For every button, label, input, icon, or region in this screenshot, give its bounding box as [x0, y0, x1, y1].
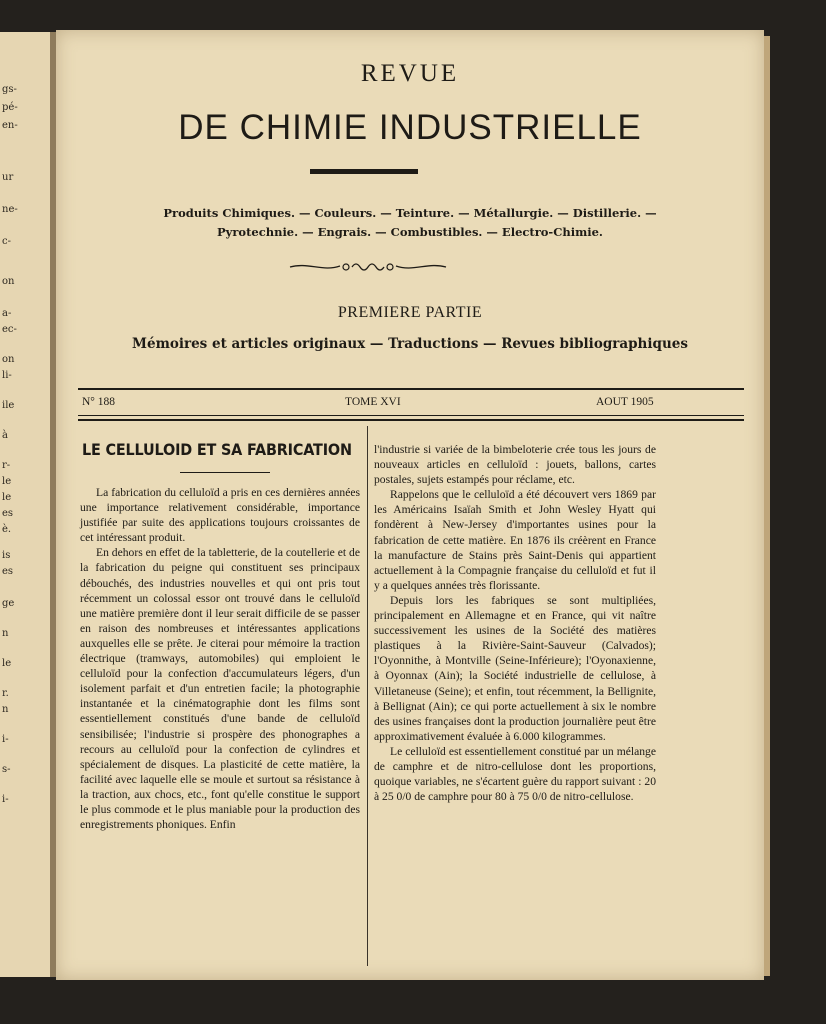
left-page-fragment: a-: [2, 308, 12, 319]
header-rule-bottom-thick: [78, 419, 744, 421]
journal-revue-heading: REVUE: [360, 60, 460, 87]
title-underline: [310, 169, 418, 174]
left-page-fragment: pé-: [2, 102, 18, 113]
left-page-edge: [0, 32, 52, 977]
categories-line-2: Pyrotechnie. — Engrais. — Combustibles. — Electro-Chimie.: [217, 225, 603, 239]
left-page-fragment: s-: [2, 764, 11, 775]
left-page-fragment: è.: [2, 524, 12, 535]
left-page-fragment: gs-: [2, 84, 17, 95]
left-page-fragment: on: [2, 354, 15, 365]
left-page-fragment: li-: [2, 370, 12, 381]
part-heading: PREMIERE PARTIE: [337, 304, 483, 321]
section-subtitle: Mémoires et articles originaux — Traductions — Revues bibliographiques: [132, 336, 688, 352]
left-page-fragment: à: [2, 430, 8, 441]
header-rule-bottom: [78, 415, 744, 416]
article-paragraph: La fabrication du celluloïd a pris en ces dernières années une importance relativement considérable, importance justifiée par suite des applications toujours croissantes de cet intéressant produit.: [80, 486, 360, 545]
left-page-fragment: ile: [2, 400, 15, 411]
left-page-fragment: es: [2, 508, 14, 519]
article-column-right: [374, 442, 656, 804]
left-page-fragment: n: [2, 628, 9, 639]
left-page-fragment: es: [2, 566, 14, 577]
left-page-fragment: le: [2, 492, 12, 503]
left-page-fragment: i-: [2, 794, 9, 805]
article-paragraph: En dehors en effet de la tabletterie, de la coutellerie et de la fabrication du peigne qui constituent ses principaux débouchés, des industries nouvelles et qui ont pris tout récemment un colossal essor ont trouvé dans le celluloïd une matière première dont il leur serait difficile de se passer en raison des nombreuses et intéressantes applications auxquelles elle se prête. Je citerai pour mémoire la traction électrique (tramways, automobiles) qui emploient le celluloïd pour la confection d'accumulateurs légers, d'un isolement parfait et d'un entretien facile; la photographie instantanée et la cinématographie dont les films sont essentiellement constitués d'une bande de celluloïd sensibilisée; l'industrie si prospère des phonographes a recours au celluloïd pour la confection de cylindres et spécialement de disques. La plasticité de cette matière, la facilité avec laquelle elle se moule et surtout sa résistance à la traction, aux chocs, etc., font qu'elle constitue le support le plus commode et le plus maniable pour la production des enregistrements phoniques. Enfin: [80, 546, 360, 832]
page-edge: [764, 36, 770, 976]
left-page-fragment: ec-: [2, 324, 17, 335]
issue-tome: TOME XVI: [345, 396, 401, 408]
article-title-rule: [180, 472, 270, 473]
article-paragraph: l'industrie si variée de la bimbeloterie crée tous les jours de nouveaux articles en celluloïd : jouets, ballons, cartes postales, sujets estampés pour réclame, etc.: [374, 443, 656, 487]
left-page-fragment: c-: [2, 236, 11, 247]
left-page-fragment: i-: [2, 734, 9, 745]
ornament-divider-icon: [288, 258, 448, 276]
left-page-fragment: ge: [2, 598, 15, 609]
left-page-fragment: n: [2, 704, 9, 715]
left-page-fragment: le: [2, 476, 12, 487]
article-paragraph: Rappelons que le celluloïd a été découvert vers 1869 par les Américains Isaïah Smith et John Wesley Hyatt qui fondèrent à New-Jersey d'importantes usines pour la fabrication de cette matière. En 1876 ils créèrent en France la manufacture de Stains près Saint-Denis qui appartient actuellement à la Compagnie française du celluloïd et fut il y a quelques années très florissante.: [374, 488, 656, 592]
left-page-fragment: le: [2, 658, 12, 669]
left-page-fragment: ur: [2, 172, 14, 183]
left-page-fragment: en-: [2, 120, 18, 131]
left-page-fragment: on: [2, 276, 15, 287]
categories-line-1: Produits Chimiques. — Couleurs. — Teinture. — Métallurgie. — Distillerie. —: [163, 206, 657, 220]
header-rule-top: [78, 388, 744, 390]
left-page-fragment: ne-: [2, 204, 18, 215]
left-page-fragment: r-: [2, 460, 11, 471]
article-column-left: [80, 485, 360, 832]
issue-number: N° 188: [82, 396, 116, 408]
issue-date: AOUT 1905: [596, 396, 654, 408]
journal-title: DE CHIMIE INDUSTRIELLE: [178, 108, 642, 147]
left-page-fragment: r.: [2, 688, 9, 699]
article-paragraph: Depuis lors les fabriques se sont multipliées, principalement en Allemagne et en France, qui vit naître successivement les usines de la Société des matières plastiques à la Rivière-Saint-Sauveur (Calvados); l'Oyonnithe, à Montville (Seine-Inférieure); l'Oyonaxienne, à Oyonnax (Ain); la Société industrielle de cellulose, à Villetaneuse (Seine); et enfin, tout récemment, la Bellignite, à Bellignat (Ain); ce qui porte actuellement à six le nombre des usines françaises dont la production journalière peut être approximativement évaluée à 6.000 kilogrammes.: [374, 593, 656, 743]
left-page-fragment: is: [2, 550, 11, 561]
article-paragraph: Le celluloïd est essentiellement constitué par un mélange de camphre et de nitro-cellulose dont les proportions, quoique variables, ne s'écartent guère du rapport suivant : 20 à 25 0/0 de camphre pour 80 à 75 0/0 de nitro-cellulose.: [374, 744, 656, 804]
column-divider: [367, 426, 368, 966]
journal-page: [56, 30, 764, 980]
article-title: LE CELLULOID ET SA FABRICATION: [82, 440, 352, 459]
